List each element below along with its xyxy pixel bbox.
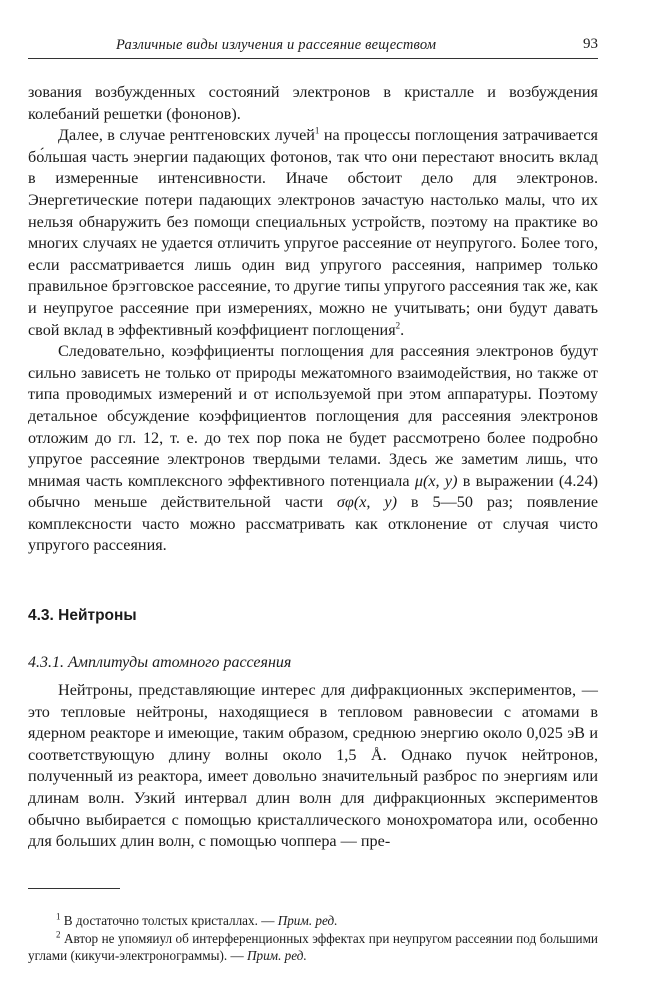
formula-sigma-phi: σφ(x, y): [336, 493, 397, 512]
formula-mu: μ(x, y): [414, 471, 458, 490]
paragraph-neutrons: Нейтроны, представляющие интерес для дифракционных экспериментов, — это тепловые нейтроны, находящиеся в тепловом равновесии с атомами в ядерном реакторе и имеющие, таким образом, среднюю энергию около 0,025 эВ и соответствующую длину волны около 1,5 Å. Однако пучок нейтронов, полученный из реактора, имеет довольно значительный разброс по энергиям или длинам волн. Узкий интервал длин волн для дифракционных экспериментов обычно выбирается с помощью кристаллического монохроматора или, особенно для больших длин волн, с помощью чоппера — пре-: [28, 681, 598, 851]
running-title: Различные виды излучения и рассеяние веществом: [116, 37, 437, 53]
footnote-ref-2: 2: [395, 320, 401, 331]
paragraph-coefficients: Следовательно, коэффициенты поглощения для рассеяния электронов будут сильно зависеть не только от природы межатомного взаимодействия, но также от типа проводимых измерений и от используемой при этом аппаратуры. Поэтому детальное обсуждение коэффициентов поглощения для рассеяния электронов отложим до гл. 12, т. е. до тех пор пока не будет рассмотрено более подробно упругое рассеяние электронов твердыми телами. Здесь же заметим лишь, что мнимая часть комплексного эффективного потенциала μ(x, y) в выражении (4.24) обычно меньше действительной части σφ(x, y) в 5—50 раз; появление комплексности часто можно рассматривать как отклонение от случая чисто упругого рассеяния.: [28, 342, 599, 555]
paragraph-absorption: Далее, в случае рентгеновских лучей$^1$ на процессы поглощения затрачивается бо́льшая часть энергии падающих фотонов, так что они перестают вносить вклад в измеренные интенсивности. Иначе обстоит дело для электронов. Энергетические потери падающих электронов зачастую настолько малы, что их нельзя обнаружить без помощи специальных устройств, поэтому на практике во многих случаях не удается отличить упругое рассеяние от неупругого. Более того, если рассматривается лишь один вид упругого рассеяния, например только правильное брэгговское рассеяние, то другие типы упругого рассеяния так же, как и неупругое рассеяние при измерениях, можно не учитывать; они будут давать свой вклад в эффективный коэффициент поглощения$^2$.: [28, 125, 599, 339]
running-head: [28, 36, 598, 59]
footnote-2: $^2$ Автор не упомяиул об интерференционных эффектах при неупругом рассеянии под большими углами (кикучи-электронограммы). — Прим. ред.: [28, 929, 598, 963]
body-text-top: [28, 82, 598, 557]
footnotes: [28, 912, 598, 965]
page-number: 93: [583, 36, 598, 52]
footnote-1: $^1$ В достаточно толстых кристаллах. — Прим. ред.: [56, 911, 338, 928]
footnote-divider: [28, 888, 120, 889]
subsection-heading: 4.3.1. Амплитуды атомного рассеяния: [28, 654, 292, 671]
paragraph-continuation: зования возбужденных состояний электронов в кристалле и возбуждения колебаний решетки (фононов).: [28, 83, 598, 123]
body-text-neutrons: [28, 680, 598, 853]
footnote-ref-1: 1: [314, 125, 320, 136]
section-heading: 4.3. Нейтроны: [28, 607, 137, 624]
